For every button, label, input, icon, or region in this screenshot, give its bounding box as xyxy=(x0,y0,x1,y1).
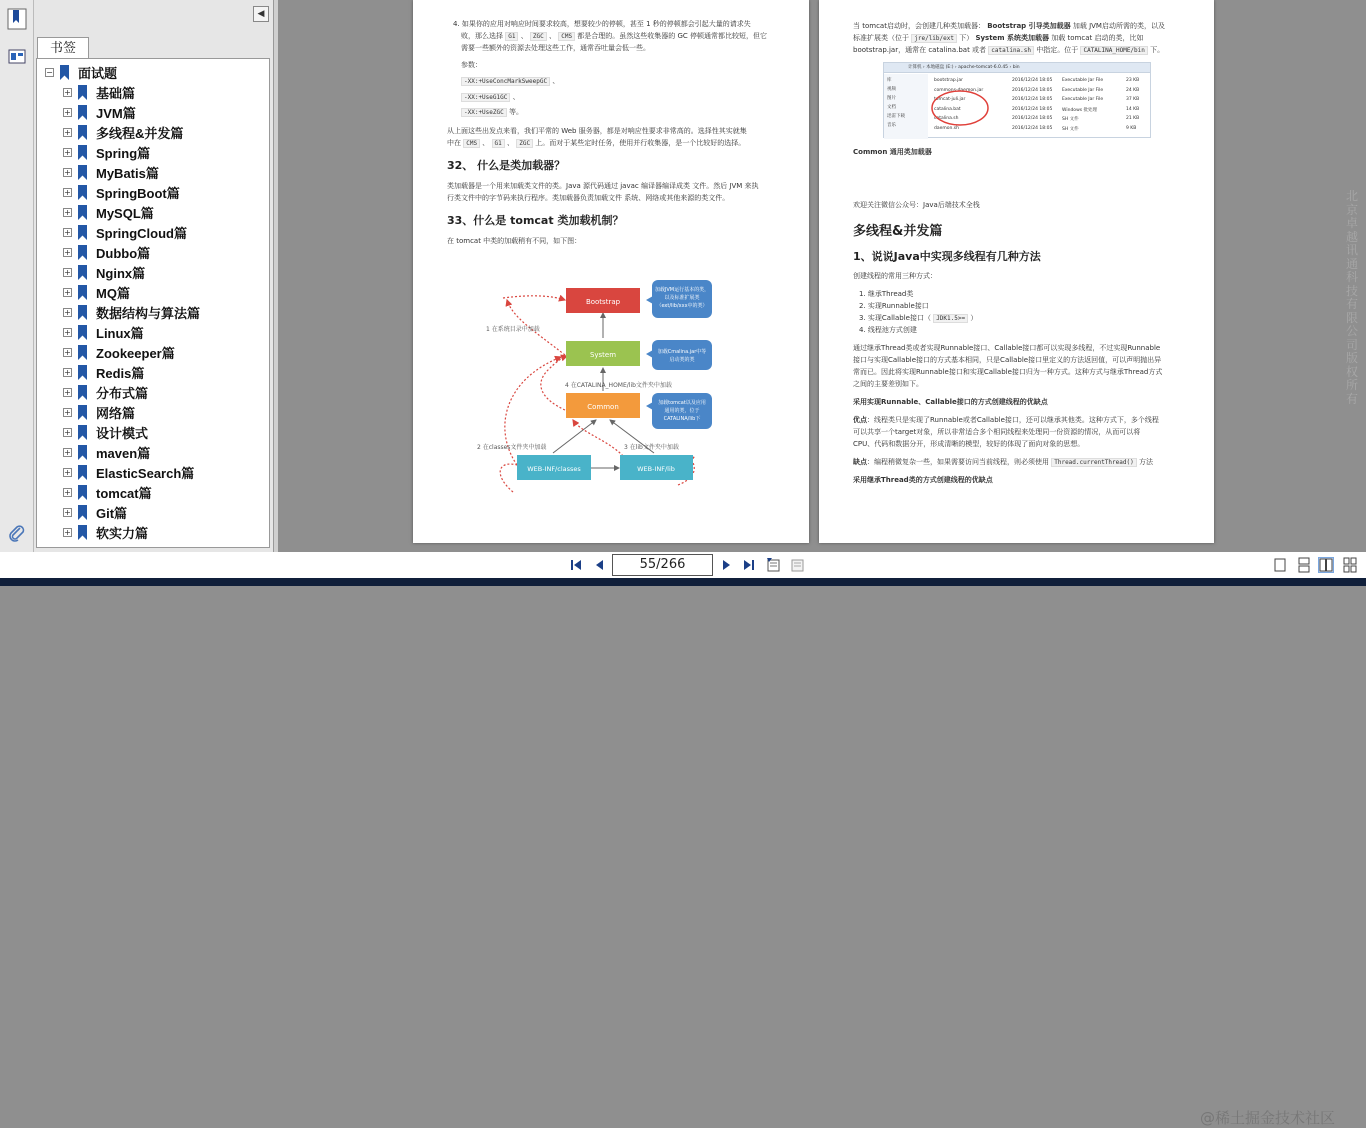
explorer-file-name: daemon.sh xyxy=(934,125,959,131)
two-page-view-icon[interactable] xyxy=(1318,557,1334,573)
explorer-file-date: 2016/12/24 18:05 xyxy=(1012,125,1053,131)
expand-icon[interactable]: + xyxy=(64,347,71,357)
bookmark-item[interactable] xyxy=(63,182,180,202)
explorer-side-item: 迅雷下载 xyxy=(887,114,905,119)
text-line: 中在 CMS 、 G1 、 ZGC 上。而对于某些定时任务，使用并行收集器，是一个比较好的选择。 xyxy=(447,139,746,147)
go-forward-view-icon[interactable] xyxy=(789,557,805,573)
expand-icon[interactable]: + xyxy=(64,207,71,217)
bookmark-label: maven篇 xyxy=(96,445,151,461)
bookmark-item[interactable] xyxy=(63,502,127,522)
svg-text:2 在classes文件夹中加载: 2 在classes文件夹中加载 xyxy=(477,444,547,451)
bookmark-label: 分布式篇 xyxy=(96,385,149,401)
text-line: 标准扩展类（位于 jre/lib/ext 下） System 系统类加载器 加载 tomcat 启动的类，比如 xyxy=(853,34,1144,42)
text-line: 从上面这些出发点来看，我们平常的 Web 服务器，都是对响应性要求非常高的。选择性其实就集 xyxy=(447,127,747,135)
bookmark-item[interactable] xyxy=(63,162,159,182)
explorer-file-type: SH 文件 xyxy=(1062,126,1079,132)
expand-icon[interactable]: + xyxy=(64,387,71,397)
expand-icon[interactable]: + xyxy=(64,227,71,237)
bookmark-item[interactable] xyxy=(63,302,200,322)
bookmark-icon xyxy=(77,485,88,500)
tab-bookmarks[interactable]: 书签 xyxy=(37,37,89,59)
bookmark-label: 软实力篇 xyxy=(96,525,149,541)
explorer-file-type: Executable Jar File xyxy=(1062,97,1104,102)
thumbnails-icon[interactable] xyxy=(4,44,30,70)
section-heading: 32、 什么是类加载器？ xyxy=(447,159,566,172)
explorer-side-item: 视频 xyxy=(887,87,896,92)
text-line: 优点：线程类只是实现了Runnable或者Callable接口，还可以继承其他类。这种方式下，多个线程 xyxy=(853,416,1159,424)
explorer-file-type: Executable Jar File xyxy=(1062,87,1104,93)
expand-icon[interactable]: + xyxy=(64,367,71,377)
explorer-file-type: Executable Jar File xyxy=(1062,78,1104,83)
single-page-view-icon[interactable] xyxy=(1272,557,1288,573)
bookmark-item[interactable] xyxy=(63,422,148,442)
bookmark-item[interactable] xyxy=(63,282,130,302)
bookmark-label: Redis篇 xyxy=(96,365,145,381)
last-page-icon[interactable] xyxy=(741,557,757,573)
bookmark-icon xyxy=(77,225,88,240)
bookmark-label: Dubbo篇 xyxy=(96,245,151,261)
bookmark-icon xyxy=(59,65,70,80)
bookmark-icon xyxy=(77,245,88,260)
text-line: 之间的主要差别如下。 xyxy=(853,380,923,388)
bookmark-icon xyxy=(77,145,88,160)
bookmark-label: 基础篇 xyxy=(96,85,136,101)
svg-text:以及标准扩展类: 以及标准扩展类 xyxy=(664,295,700,301)
explorer-side-item: 图片 xyxy=(887,96,896,101)
bookmark-icon xyxy=(77,365,88,380)
bookmark-label: tomcat篇 xyxy=(96,485,152,501)
svg-text:加载JVM运行基本的类，: 加载JVM运行基本的类， xyxy=(654,287,710,293)
bookmark-icon xyxy=(77,345,88,360)
bookmark-item[interactable] xyxy=(63,202,154,222)
bookmark-item[interactable] xyxy=(63,242,150,262)
bookmark-icon xyxy=(77,505,88,520)
bookmark-item[interactable] xyxy=(63,462,194,482)
text-line: 缺点：编程稍微复杂一些，如果需要访问当前线程，则必须使用 Thread.currentThread() 方法 xyxy=(853,458,1153,466)
bookmark-icon xyxy=(77,405,88,420)
text-line: 可以共享一个target对象，所以非常适合多个相同线程来处理同一份资源的情况，从而可以将 xyxy=(853,428,1141,436)
expand-icon[interactable]: + xyxy=(64,247,71,257)
code-line: -XX:+UseG1GC 、 xyxy=(461,92,520,103)
bookmark-label: 数据结构与算法篇 xyxy=(96,305,201,321)
section-heading: 33、什么是 tomcat 类加载机制？ xyxy=(447,214,624,227)
explorer-file-name: tomcat-juli.jar xyxy=(934,97,966,102)
bookmarks-icon[interactable] xyxy=(4,6,30,32)
bookmark-tree xyxy=(36,58,270,548)
explorer-side-item: 音乐 xyxy=(887,123,896,128)
bookmarks-panel xyxy=(34,0,274,552)
bookmark-item[interactable] xyxy=(63,322,144,342)
list-item: 3. 实现Callable接口（ JDK1.5>= ） xyxy=(859,314,978,322)
expand-icon[interactable]: + xyxy=(64,467,71,477)
bookmark-label: Nginx篇 xyxy=(96,265,146,281)
bookmark-icon xyxy=(77,165,88,180)
bookmark-item[interactable] xyxy=(63,482,152,502)
explorer-file-name: catalina.bat xyxy=(934,106,961,112)
figure-caption: Common 通用类加载器 xyxy=(853,148,932,156)
explorer-file-date: 2016/12/24 18:05 xyxy=(1012,78,1053,83)
bookmark-icon xyxy=(77,465,88,480)
next-page-icon[interactable] xyxy=(718,557,734,573)
attachment-icon[interactable] xyxy=(4,521,30,547)
explorer-file-date: 2016/12/24 18:05 xyxy=(1012,116,1053,121)
bookmark-item[interactable] xyxy=(63,262,145,282)
bookmark-icon xyxy=(77,305,88,320)
bookmark-icon xyxy=(77,525,88,540)
bookmark-item[interactable] xyxy=(63,342,175,362)
bookmark-item[interactable] xyxy=(63,102,136,122)
text-line: 行类文件中的字节码来执行程序。类加载器负责加载文件 系统、网络或其他来源的类文件。 xyxy=(447,194,730,202)
two-page-continuous-icon[interactable] xyxy=(1342,557,1358,573)
bookmark-icon xyxy=(77,85,88,100)
explorer-screenshot xyxy=(883,62,1151,138)
bookmark-label: JVM篇 xyxy=(96,105,136,121)
bookmark-label: MySQL篇 xyxy=(96,205,154,221)
bookmark-icon xyxy=(77,385,88,400)
explorer-file-size: 23 KB xyxy=(1126,78,1140,83)
svg-text:启动类的类: 启动类的类 xyxy=(669,357,695,363)
svg-text:Common: Common xyxy=(587,403,619,411)
chapter-heading: 多线程&并发篇 xyxy=(853,224,943,239)
bookmark-label: 设计模式 xyxy=(96,425,149,441)
text-line: 类加载器是一个用来加载类文件的类。Java 源代码通过 javac 编译器编译成类 文件。然后 JVM 来执 xyxy=(447,182,759,190)
explorer-path: 计算机 › 本地磁盘 (E:) › apache-tomcat-6.0.45 › bin xyxy=(884,63,1150,73)
code-line: -XX:+UseConcMarkSweepGC 、 xyxy=(461,76,559,87)
bookmark-label: MyBatis篇 xyxy=(96,165,159,181)
expand-icon[interactable]: + xyxy=(64,427,71,437)
section-heading: 1、说说Java中实现多线程有几种方法 xyxy=(853,250,1041,263)
explorer-file-name: commons-daemon.jar xyxy=(934,87,984,93)
subheading: 采用继承Thread类的方式创建线程的优缺点 xyxy=(853,476,993,484)
expand-icon[interactable]: + xyxy=(64,487,71,497)
bookmark-icon xyxy=(77,285,88,300)
explorer-file-size: 14 KB xyxy=(1126,106,1140,112)
bookmark-label: Linux篇 xyxy=(96,325,144,341)
list-item: 1. 继承Thread类 xyxy=(859,290,914,298)
expand-icon[interactable]: + xyxy=(64,287,71,297)
previous-page-icon[interactable] xyxy=(592,557,608,573)
text-line: 败，那么选择 G1 、 ZGC 、 CMS 都是合理的。虽然这些收集器的 GC 停顿通常都比较短，但它 xyxy=(461,32,768,40)
text-line: CPU、代码和数据分开，形成清晰的模型，较好的体现了面向对象的思想。 xyxy=(853,440,1085,448)
explorer-side-item: 库 xyxy=(887,78,892,83)
svg-text:通用的类，位于: 通用的类，位于 xyxy=(664,408,700,414)
explorer-file-type: SH 文件 xyxy=(1062,117,1079,122)
bookmark-item[interactable] xyxy=(63,362,144,382)
bookmark-icon xyxy=(77,105,88,120)
bookmark-label: SpringBoot篇 xyxy=(96,185,180,201)
bookmark-item[interactable] xyxy=(63,222,187,242)
bookmark-icon xyxy=(77,325,88,340)
bookmark-item[interactable] xyxy=(63,122,183,142)
pdf-page-left xyxy=(413,0,809,543)
expand-icon[interactable]: + xyxy=(64,527,71,537)
bookmark-icon xyxy=(77,185,88,200)
text-line: 在 tomcat 中类的加载稍有不同，如下图： xyxy=(447,237,582,245)
collapse-icon[interactable]: − xyxy=(46,67,53,77)
bookmark-icon xyxy=(77,445,88,460)
page-number-input[interactable]: 55/266 xyxy=(612,554,713,576)
bookmark-root[interactable] xyxy=(45,62,117,82)
bookmark-icon xyxy=(77,205,88,220)
expand-icon[interactable]: + xyxy=(64,327,71,337)
svg-text:WEB-INF/lib: WEB-INF/lib xyxy=(637,465,675,473)
explorer-file-date: 2016/12/24 18:05 xyxy=(1012,87,1053,93)
svg-text:（ext/lib/xxx中的类）: （ext/lib/xxx中的类） xyxy=(656,303,708,309)
list-item: 2. 实现Runnable接口 xyxy=(859,302,929,310)
text-line: 通过继承Thread类或者实现Runnable接口、Callable接口都可以实现多线程，不过实现Runnable xyxy=(853,344,1161,352)
explorer-file-type: Windows 批处理 xyxy=(1062,107,1098,113)
explorer-file-size: 21 KB xyxy=(1126,116,1140,121)
bookmark-label: 多线程&并发篇 xyxy=(96,125,184,141)
left-toolbar xyxy=(0,0,34,552)
svg-text:3 在lib文件夹中加载: 3 在lib文件夹中加载 xyxy=(624,444,679,451)
text-line: 常而已。因此将实现Runnable接口和实现Callable接口归为一种方式。这种方式与继承Thread方式 xyxy=(853,368,1163,376)
explorer-file-size: 37 KB xyxy=(1126,97,1140,102)
svg-text:WEB-INF/classes: WEB-INF/classes xyxy=(527,465,581,473)
expand-icon[interactable]: + xyxy=(64,107,71,117)
svg-text:Bootstrap: Bootstrap xyxy=(585,298,621,306)
explorer-file-size: 9 KB xyxy=(1126,125,1137,131)
continuous-view-icon[interactable] xyxy=(1296,557,1312,573)
bookmark-label: 网络篇 xyxy=(96,405,136,421)
expand-icon[interactable]: + xyxy=(64,447,71,457)
expand-icon[interactable]: + xyxy=(64,87,71,97)
expand-icon[interactable]: + xyxy=(64,187,71,197)
explorer-file-name: catalina.sh xyxy=(934,116,959,121)
bookmark-icon xyxy=(77,425,88,440)
bookmark-label: ElasticSearch篇 xyxy=(96,465,195,481)
expand-icon[interactable]: + xyxy=(64,267,71,277)
system-taskbar xyxy=(0,578,1366,586)
expand-icon[interactable]: + xyxy=(64,507,71,517)
text-line: 4. 如果你的应用对响应时间要求较高，想要较少的停顿，甚至 1 秒的停顿都会引起大量的请求失 xyxy=(453,20,751,28)
text-line: 欢迎关注微信公众号：Java后端技术全栈 xyxy=(853,201,980,209)
expand-icon[interactable]: + xyxy=(64,147,71,157)
code-line: -XX:+UseZGC 等。 xyxy=(461,107,523,118)
explorer-file-date: 2016/12/24 18:05 xyxy=(1012,97,1053,102)
bookmark-label: Git篇 xyxy=(96,505,128,521)
explorer-file-size: 24 KB xyxy=(1126,87,1140,93)
text-line: 需要一些额外的资源去处理这些工作，通常吞吐量会低一些。 xyxy=(461,44,650,52)
bookmark-icon xyxy=(77,125,88,140)
explorer-side-item: 文档 xyxy=(887,105,896,110)
list-item: 4. 线程池方式创建 xyxy=(859,326,917,334)
svg-text:1 在系统目录中加载: 1 在系统目录中加载 xyxy=(486,326,540,333)
bookmark-icon xyxy=(77,265,88,280)
text-line: bootstrap.jar，通常在 catalina.bat 或者 catalina.sh 中指定。位于 CATALINA_HOME/bin 下。 xyxy=(853,46,1165,54)
navigation-bar xyxy=(0,552,1366,1127)
bookmark-item[interactable] xyxy=(63,402,135,422)
expand-icon[interactable]: + xyxy=(64,167,71,177)
bookmark-label: Spring篇 xyxy=(96,145,151,161)
bookmark-item[interactable] xyxy=(63,142,150,162)
document-view xyxy=(278,0,1366,552)
subheading: 采用实现Runnable、Callable接口的方式创建线程的优缺点 xyxy=(853,398,1048,406)
vertical-watermark: 北京卓越讯通科技有限公司版权所有 xyxy=(1346,189,1359,406)
svg-text:加载tomcat以及应用: 加载tomcat以及应用 xyxy=(658,400,706,406)
bookmark-item[interactable] xyxy=(63,442,150,462)
svg-text:加载Cmalina.jar中等: 加载Cmalina.jar中等 xyxy=(657,349,707,355)
brand-watermark: @稀土掘金技术社区 xyxy=(1200,1109,1336,1127)
explorer-file-name: bootstrap.jar xyxy=(934,78,963,83)
first-page-icon[interactable] xyxy=(568,557,584,573)
bookmark-label: Zookeeper篇 xyxy=(96,345,175,361)
red-circle-highlight xyxy=(884,63,1152,139)
svg-text:System: System xyxy=(589,351,617,359)
callout-system xyxy=(652,340,712,370)
explorer-file-date: 2016/12/24 18:05 xyxy=(1012,106,1053,112)
svg-text:CATALINA/lib下: CATALINA/lib下 xyxy=(663,416,701,422)
bookmark-item[interactable] xyxy=(63,522,148,542)
expand-icon[interactable]: + xyxy=(64,307,71,317)
collapse-panel-button[interactable]: ◀ xyxy=(253,6,269,22)
bookmark-label: MQ篇 xyxy=(96,285,130,301)
text-line: 参数： xyxy=(461,61,482,69)
expand-icon[interactable]: + xyxy=(64,127,71,137)
svg-text:4 在CATALINA_HOME/lib文件夹中加载: 4 在CATALINA_HOME/lib文件夹中加载 xyxy=(565,382,672,389)
bookmark-label: 面试题 xyxy=(78,65,118,81)
bookmark-label: SpringCloud篇 xyxy=(96,225,187,241)
text-line: 当 tomcat启动时，会创建几种类加载器： Bootstrap 引导类加载器 加载 JVM启动所需的类，以及 xyxy=(853,22,1165,30)
bookmark-item[interactable] xyxy=(63,382,148,402)
go-back-view-icon[interactable] xyxy=(766,557,782,573)
tomcat-classloader-diagram xyxy=(413,260,809,530)
bookmark-item[interactable] xyxy=(63,82,135,102)
pdf-page-right xyxy=(819,0,1214,543)
text-line: 接口与实现Callable接口的方式基本相同，只是Callable接口里定义的方法返回值，可以声明抛出异 xyxy=(853,356,1162,364)
text-line: 创建线程的常用三种方式： xyxy=(853,272,937,280)
expand-icon[interactable]: + xyxy=(64,407,71,417)
